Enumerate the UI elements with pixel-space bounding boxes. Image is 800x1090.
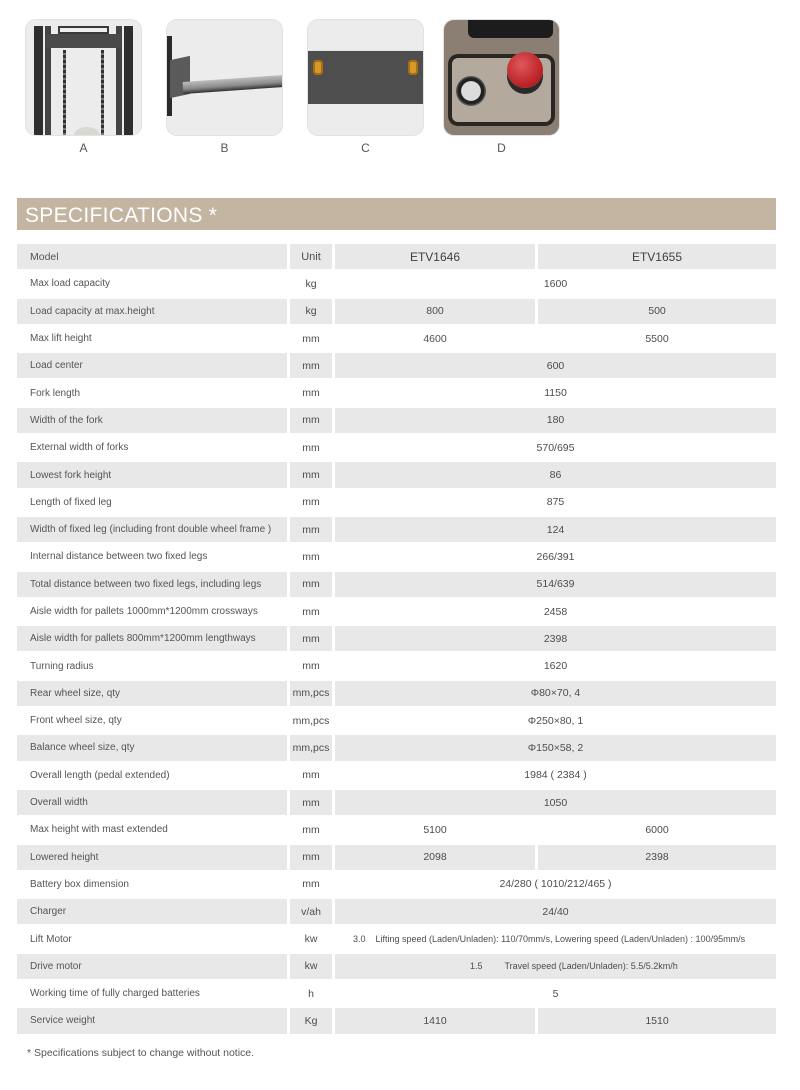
spec-label: Balance wheel size, qty	[17, 735, 287, 760]
spec-label: Aisle width for pallets 800mm*1200mm lengthways	[17, 626, 287, 651]
spec-value-shared: Φ150×58, 2	[335, 735, 776, 760]
table-row	[17, 408, 776, 435]
spec-value-shared: 180	[335, 408, 776, 433]
table-row	[17, 845, 776, 872]
emergency-stop-icon	[507, 52, 543, 88]
spec-label: Total distance between two fixed legs, including legs	[17, 572, 287, 597]
photo-strip	[0, 20, 800, 160]
control-handle	[468, 20, 553, 38]
spec-value-shared: 570/695	[536, 441, 575, 454]
spec-label: External width of forks	[30, 442, 129, 454]
spec-unit: mm	[302, 660, 320, 673]
table-header-row	[17, 244, 776, 271]
control-panel-photo	[444, 20, 559, 135]
spec-unit: mm	[290, 408, 332, 433]
spec-value-shared: 2398	[335, 626, 776, 651]
spec-label: Lift Motor	[30, 933, 72, 945]
spec-value-etv1655: 1510	[538, 1008, 776, 1033]
header-model: Model	[17, 244, 287, 269]
table-row	[17, 681, 776, 708]
legs-body	[308, 51, 423, 104]
header-model-etv1655: ETV1655	[538, 244, 776, 269]
spec-label: Internal distance between two fixed legs	[30, 551, 208, 563]
spec-value-etv1655: 500	[538, 299, 776, 324]
spec-label: Overall width	[17, 790, 287, 815]
footnote: * Specifications subject to change without notice.	[27, 1047, 255, 1059]
wheel-right	[408, 60, 418, 75]
spec-value-etv1646: 800	[335, 299, 535, 324]
fork-blade	[183, 75, 282, 94]
photo-label-d: D	[497, 141, 506, 155]
spec-value-shared: Φ80×70, 4	[335, 681, 776, 706]
mast-photo	[26, 20, 141, 135]
table-row	[17, 763, 776, 790]
spec-label: Load capacity at max.height	[17, 299, 287, 324]
table-row	[17, 517, 776, 544]
spec-unit: kg	[305, 277, 317, 290]
spec-unit: mm	[302, 441, 320, 454]
spec-value-shared: 1050	[335, 790, 776, 815]
spec-label: Aisle width for pallets 1000mm*1200mm crossways	[30, 606, 258, 617]
spec-label: Overall length (pedal extended)	[30, 769, 170, 781]
spec-unit: mm	[302, 332, 320, 345]
spec-value-shared: 600	[335, 353, 776, 378]
mast-chain-right	[101, 50, 104, 135]
spec-value-shared: Φ250×80, 1	[527, 714, 584, 727]
spec-unit: mm	[302, 496, 320, 509]
spec-value-shared: 514/639	[335, 572, 776, 597]
spec-label: Max height with mast extended	[30, 824, 168, 836]
spec-value-shared: 86	[335, 462, 776, 487]
spec-unit: mm	[290, 626, 332, 651]
spec-label: Turning radius	[30, 660, 94, 672]
specifications-table	[17, 244, 776, 1036]
spec-label: Service weight	[17, 1008, 287, 1033]
spec-unit: mm	[302, 878, 320, 891]
table-row	[17, 299, 776, 326]
spec-value-shared: 1600	[543, 277, 568, 290]
table-row	[17, 353, 776, 380]
spec-label: Rear wheel size, qty	[17, 681, 287, 706]
spec-label: Charger	[17, 899, 287, 924]
spec-label: Lowered height	[17, 845, 287, 870]
spec-unit: mm	[302, 823, 320, 836]
table-row	[17, 790, 776, 817]
spec-unit: v/ah	[290, 899, 332, 924]
spec-label: Fork length	[30, 387, 81, 399]
fork-photo	[167, 20, 282, 135]
battery-gauge-icon	[456, 76, 486, 106]
table-row	[17, 981, 776, 1008]
spec-value-shared: 24/280 ( 1010/212/465 )	[499, 878, 612, 891]
spec-value-motor	[335, 954, 776, 979]
fixed-legs-photo	[308, 20, 423, 135]
mast-base	[74, 127, 100, 135]
spec-label: Length of fixed leg	[30, 496, 112, 508]
spec-label: Working time of fully charged batteries	[30, 988, 200, 1000]
photo-label-c: C	[361, 141, 370, 155]
spec-value-etv1655: 6000	[645, 823, 669, 836]
spec-value-shared: 5	[552, 987, 559, 1000]
spec-unit: h	[308, 987, 314, 1000]
spec-label: Max lift height	[30, 333, 92, 345]
table-row	[17, 380, 776, 407]
table-row	[17, 899, 776, 926]
spec-unit: mm	[302, 387, 320, 400]
spec-label: Drive motor	[17, 954, 287, 979]
table-row	[17, 626, 776, 653]
motor-speed-note: Travel speed (Laden/Unladen): 5.5/5.2km/h	[504, 961, 678, 972]
spec-label: Max load capacity	[30, 278, 111, 290]
table-row	[17, 599, 776, 626]
table-row	[17, 462, 776, 489]
mast-rail-right	[124, 26, 133, 135]
table-row	[17, 735, 776, 762]
spec-value-shared: 1620	[543, 660, 568, 673]
photo-label-a: A	[79, 141, 88, 155]
spec-value-shared: 1984 ( 2384 )	[524, 769, 587, 782]
spec-unit: mm,pcs	[290, 735, 332, 760]
spec-label: Front wheel size, qty	[30, 715, 122, 727]
table-row	[17, 708, 776, 735]
spec-unit: kw	[290, 954, 332, 979]
table-row	[17, 572, 776, 599]
spec-unit: mm	[290, 572, 332, 597]
spec-unit: mm	[290, 462, 332, 487]
spec-unit: mm,pcs	[292, 714, 330, 727]
table-row	[17, 435, 776, 462]
spec-value-etv1646: 5100	[423, 823, 447, 836]
spec-unit: mm	[290, 790, 332, 815]
table-row	[17, 926, 776, 953]
mast-crossbar	[46, 34, 121, 48]
spec-unit: mm	[302, 550, 320, 563]
spec-value-etv1646: 4600	[423, 332, 447, 345]
spec-value-shared: 124	[335, 517, 776, 542]
spec-unit: kg	[290, 299, 332, 324]
table-row	[17, 653, 776, 680]
spec-value-shared: 266/391	[536, 550, 575, 563]
spec-value-etv1646: 1410	[335, 1008, 535, 1033]
spec-value-etv1655: 5500	[645, 332, 669, 345]
spec-unit: kw	[304, 933, 318, 946]
spec-label: Lowest fork height	[17, 462, 287, 487]
table-row	[17, 271, 776, 298]
spec-label: Width of fixed leg (including front double wheel frame )	[17, 517, 287, 542]
spec-unit: mm	[302, 605, 320, 618]
wheel-left	[313, 60, 323, 75]
spec-value-shared: 1150	[544, 387, 567, 400]
header-unit: Unit	[290, 244, 332, 269]
table-row	[17, 544, 776, 571]
spec-unit: mm	[302, 769, 320, 782]
spec-value-shared: 875	[546, 496, 565, 509]
spec-unit: mm	[290, 353, 332, 378]
table-row	[17, 817, 776, 844]
spec-unit: mm	[290, 845, 332, 870]
spec-label: Width of the fork	[17, 408, 287, 433]
specifications-header	[17, 198, 776, 230]
table-row	[17, 326, 776, 353]
mast-rail-left	[34, 26, 43, 135]
spec-value-motor	[335, 926, 776, 951]
mast-chain-left	[63, 50, 66, 135]
motor-speed-note: Lifting speed (Laden/Unladen): 110/70mm/s, Lowering speed (Laden/Unladen) : 100/95mm/s	[375, 934, 746, 945]
mast-crossbar-top	[58, 26, 109, 34]
spec-value-etv1655: 2398	[538, 845, 776, 870]
spec-label: Battery box dimension	[30, 878, 129, 890]
spec-label: Load center	[17, 353, 287, 378]
table-row	[17, 872, 776, 899]
spec-value-shared: 24/40	[335, 899, 776, 924]
header-model-etv1646: ETV1646	[335, 244, 535, 269]
spec-value-shared: 2458	[543, 605, 568, 618]
spec-unit: Kg	[290, 1008, 332, 1033]
photo-label-b: B	[220, 141, 229, 155]
table-row	[17, 490, 776, 517]
table-row	[17, 954, 776, 981]
spec-value-etv1646: 2098	[335, 845, 535, 870]
spec-unit: mm,pcs	[290, 681, 332, 706]
section-title: SPECIFICATIONS *	[25, 204, 218, 227]
motor-power: 3.0	[353, 934, 366, 945]
table-row	[17, 1008, 776, 1035]
spec-unit: mm	[290, 517, 332, 542]
motor-power: 1.5	[470, 961, 483, 972]
